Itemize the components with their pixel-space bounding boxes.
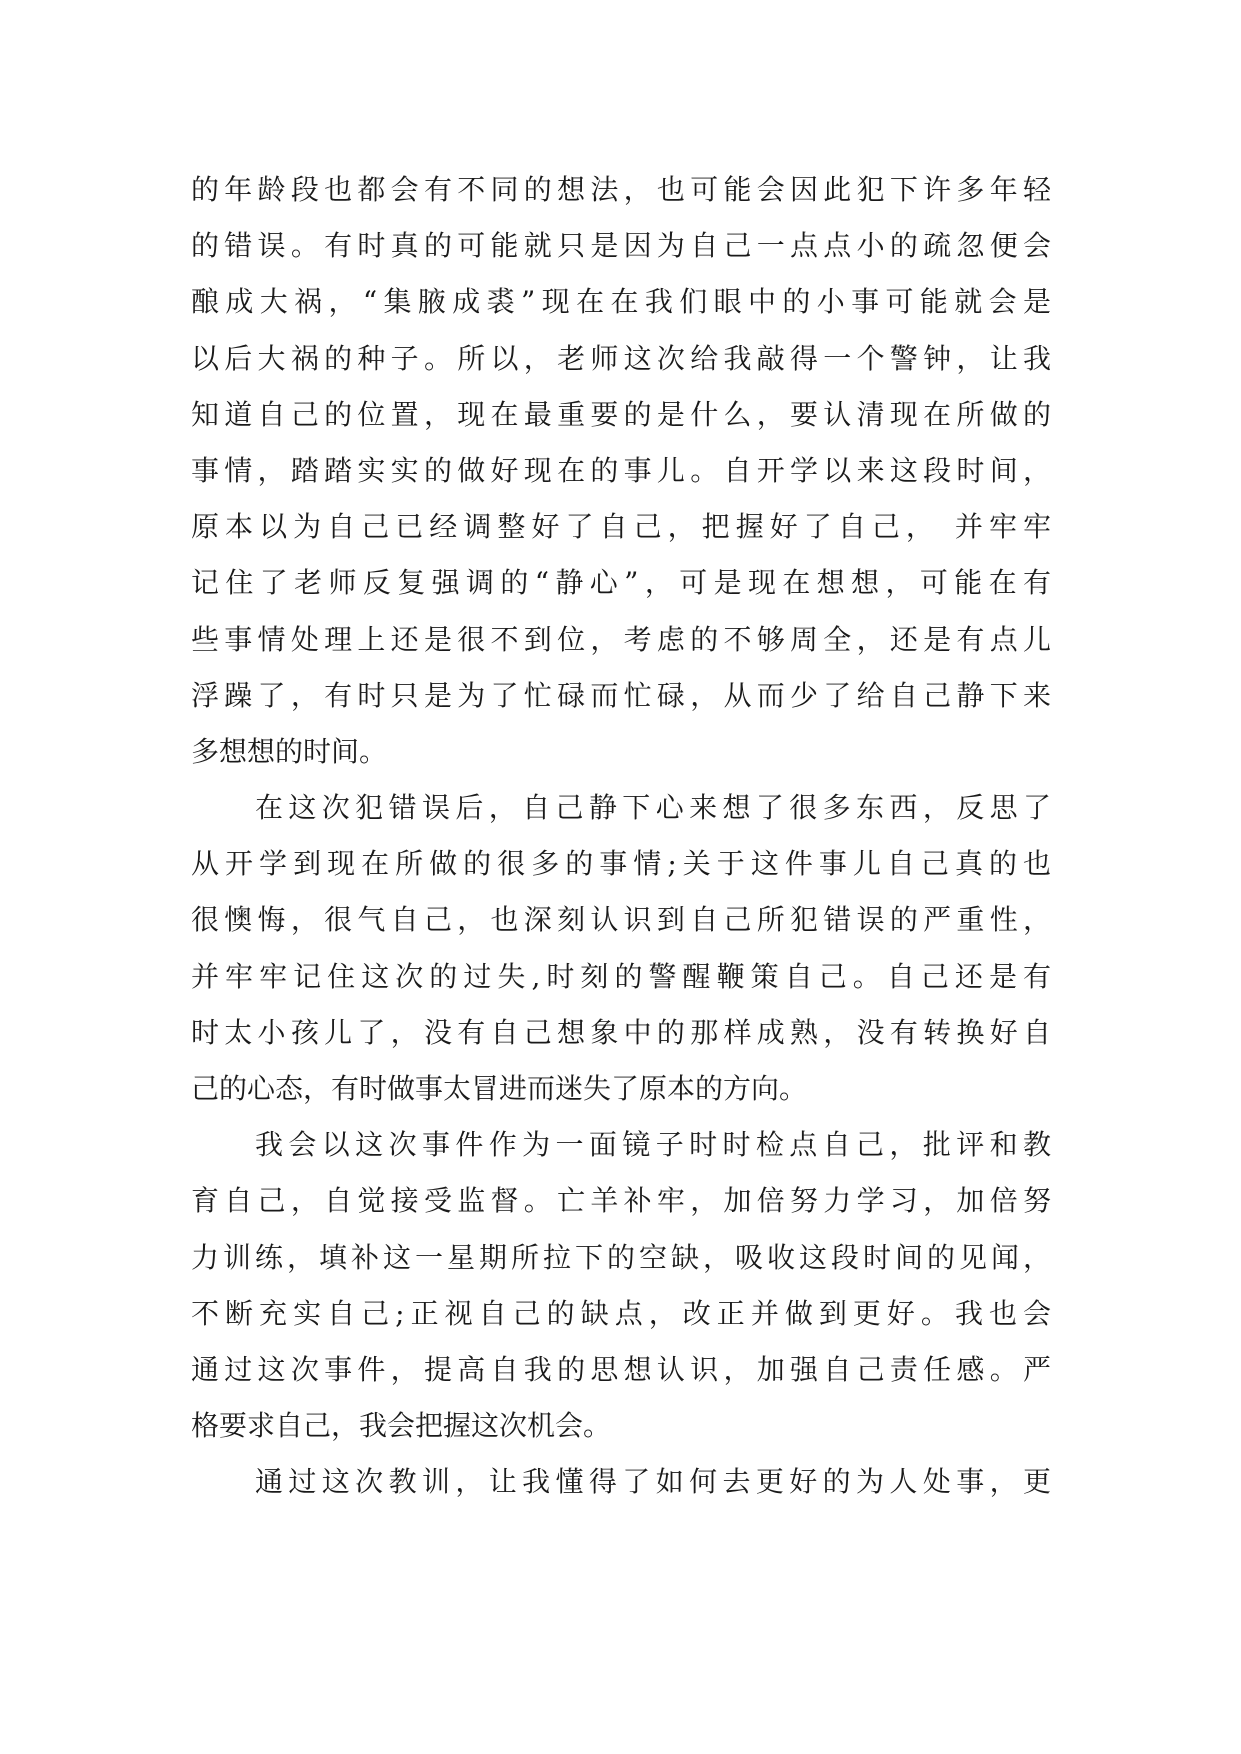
text-line: 多想想的时间。 [191, 734, 388, 768]
text-line: 些事情处理上还是很不到位，考虑的不够周全，还是有点儿 [191, 622, 1051, 656]
text-line: 力训练，填补这一星期所拉下的空缺，吸收这段时间的见闻， [191, 1240, 1051, 1274]
text-line: 以后大祸的种子。所以，老师这次给我敲得一个警钟，让我 [191, 341, 1051, 375]
text-line: 的错误。有时真的可能就只是因为自己一点点小的疏忽便会 [191, 229, 1051, 263]
text-line: 事情，踏踏实实的做好现在的事儿。自开学以来这段时间， [191, 453, 1051, 487]
text-line: 的年龄段也都会有不同的想法，也可能会因此犯下许多年轻 [191, 173, 1051, 206]
text-line: 己的心态，有时做事太冒进而迷失了原本的方向。 [191, 1072, 808, 1105]
text-line: 很懊悔，很气自己，也深刻认识到自己所犯错误的严重性， [191, 903, 1051, 937]
text-line: 通过这次教训，让我懂得了如何去更好的为人处事，更 [255, 1465, 1051, 1499]
paragraph-4 [191, 1454, 1051, 1510]
text-line: 酿成大祸，“集腋成裘”现在在我们眼中的小事可能就会是 [191, 285, 1051, 319]
text-line: 并牢牢记住这次的过失,时刻的警醒鞭策自己。自己还是有 [191, 959, 1051, 993]
text-line: 原本以为自己已经调整好了自己，把握好了自己， 并牢牢 [191, 510, 1051, 544]
text-line: 格要求自己，我会把握这次机会。 [191, 1409, 612, 1443]
text-line: 浮躁了，有时只是为了忙碌而忙碌，从而少了给自己静下来 [191, 678, 1051, 712]
text-line: 记住了老师反复强调的“静心”，可是现在想想，可能在有 [191, 566, 1051, 600]
paragraph-3 [191, 1117, 1051, 1454]
text-line: 在这次犯错误后，自己静下心来想了很多东西，反思了 [255, 791, 1051, 825]
text-line: 育自己，自觉接受监督。亡羊补牢，加倍努力学习，加倍努 [191, 1184, 1051, 1218]
text-line: 不断充实自己;正视自己的缺点，改正并做到更好。我也会 [191, 1296, 1051, 1330]
paragraph-2 [191, 780, 1051, 1117]
text-line: 时太小孩儿了，没有自己想象中的那样成熟，没有转换好自 [191, 1015, 1051, 1049]
paragraph-1 [191, 162, 1051, 780]
text-line: 从开学到现在所做的很多的事情;关于这件事儿自己真的也 [191, 847, 1051, 881]
document-body [191, 162, 1051, 1511]
text-line: 通过这次事件，提高自我的思想认识，加强自己责任感。严 [191, 1352, 1051, 1386]
text-line: 知道自己的位置，现在最重要的是什么，要认清现在所做的 [191, 397, 1051, 431]
text-line: 我会以这次事件作为一面镜子时时检点自己，批评和教 [255, 1128, 1051, 1162]
